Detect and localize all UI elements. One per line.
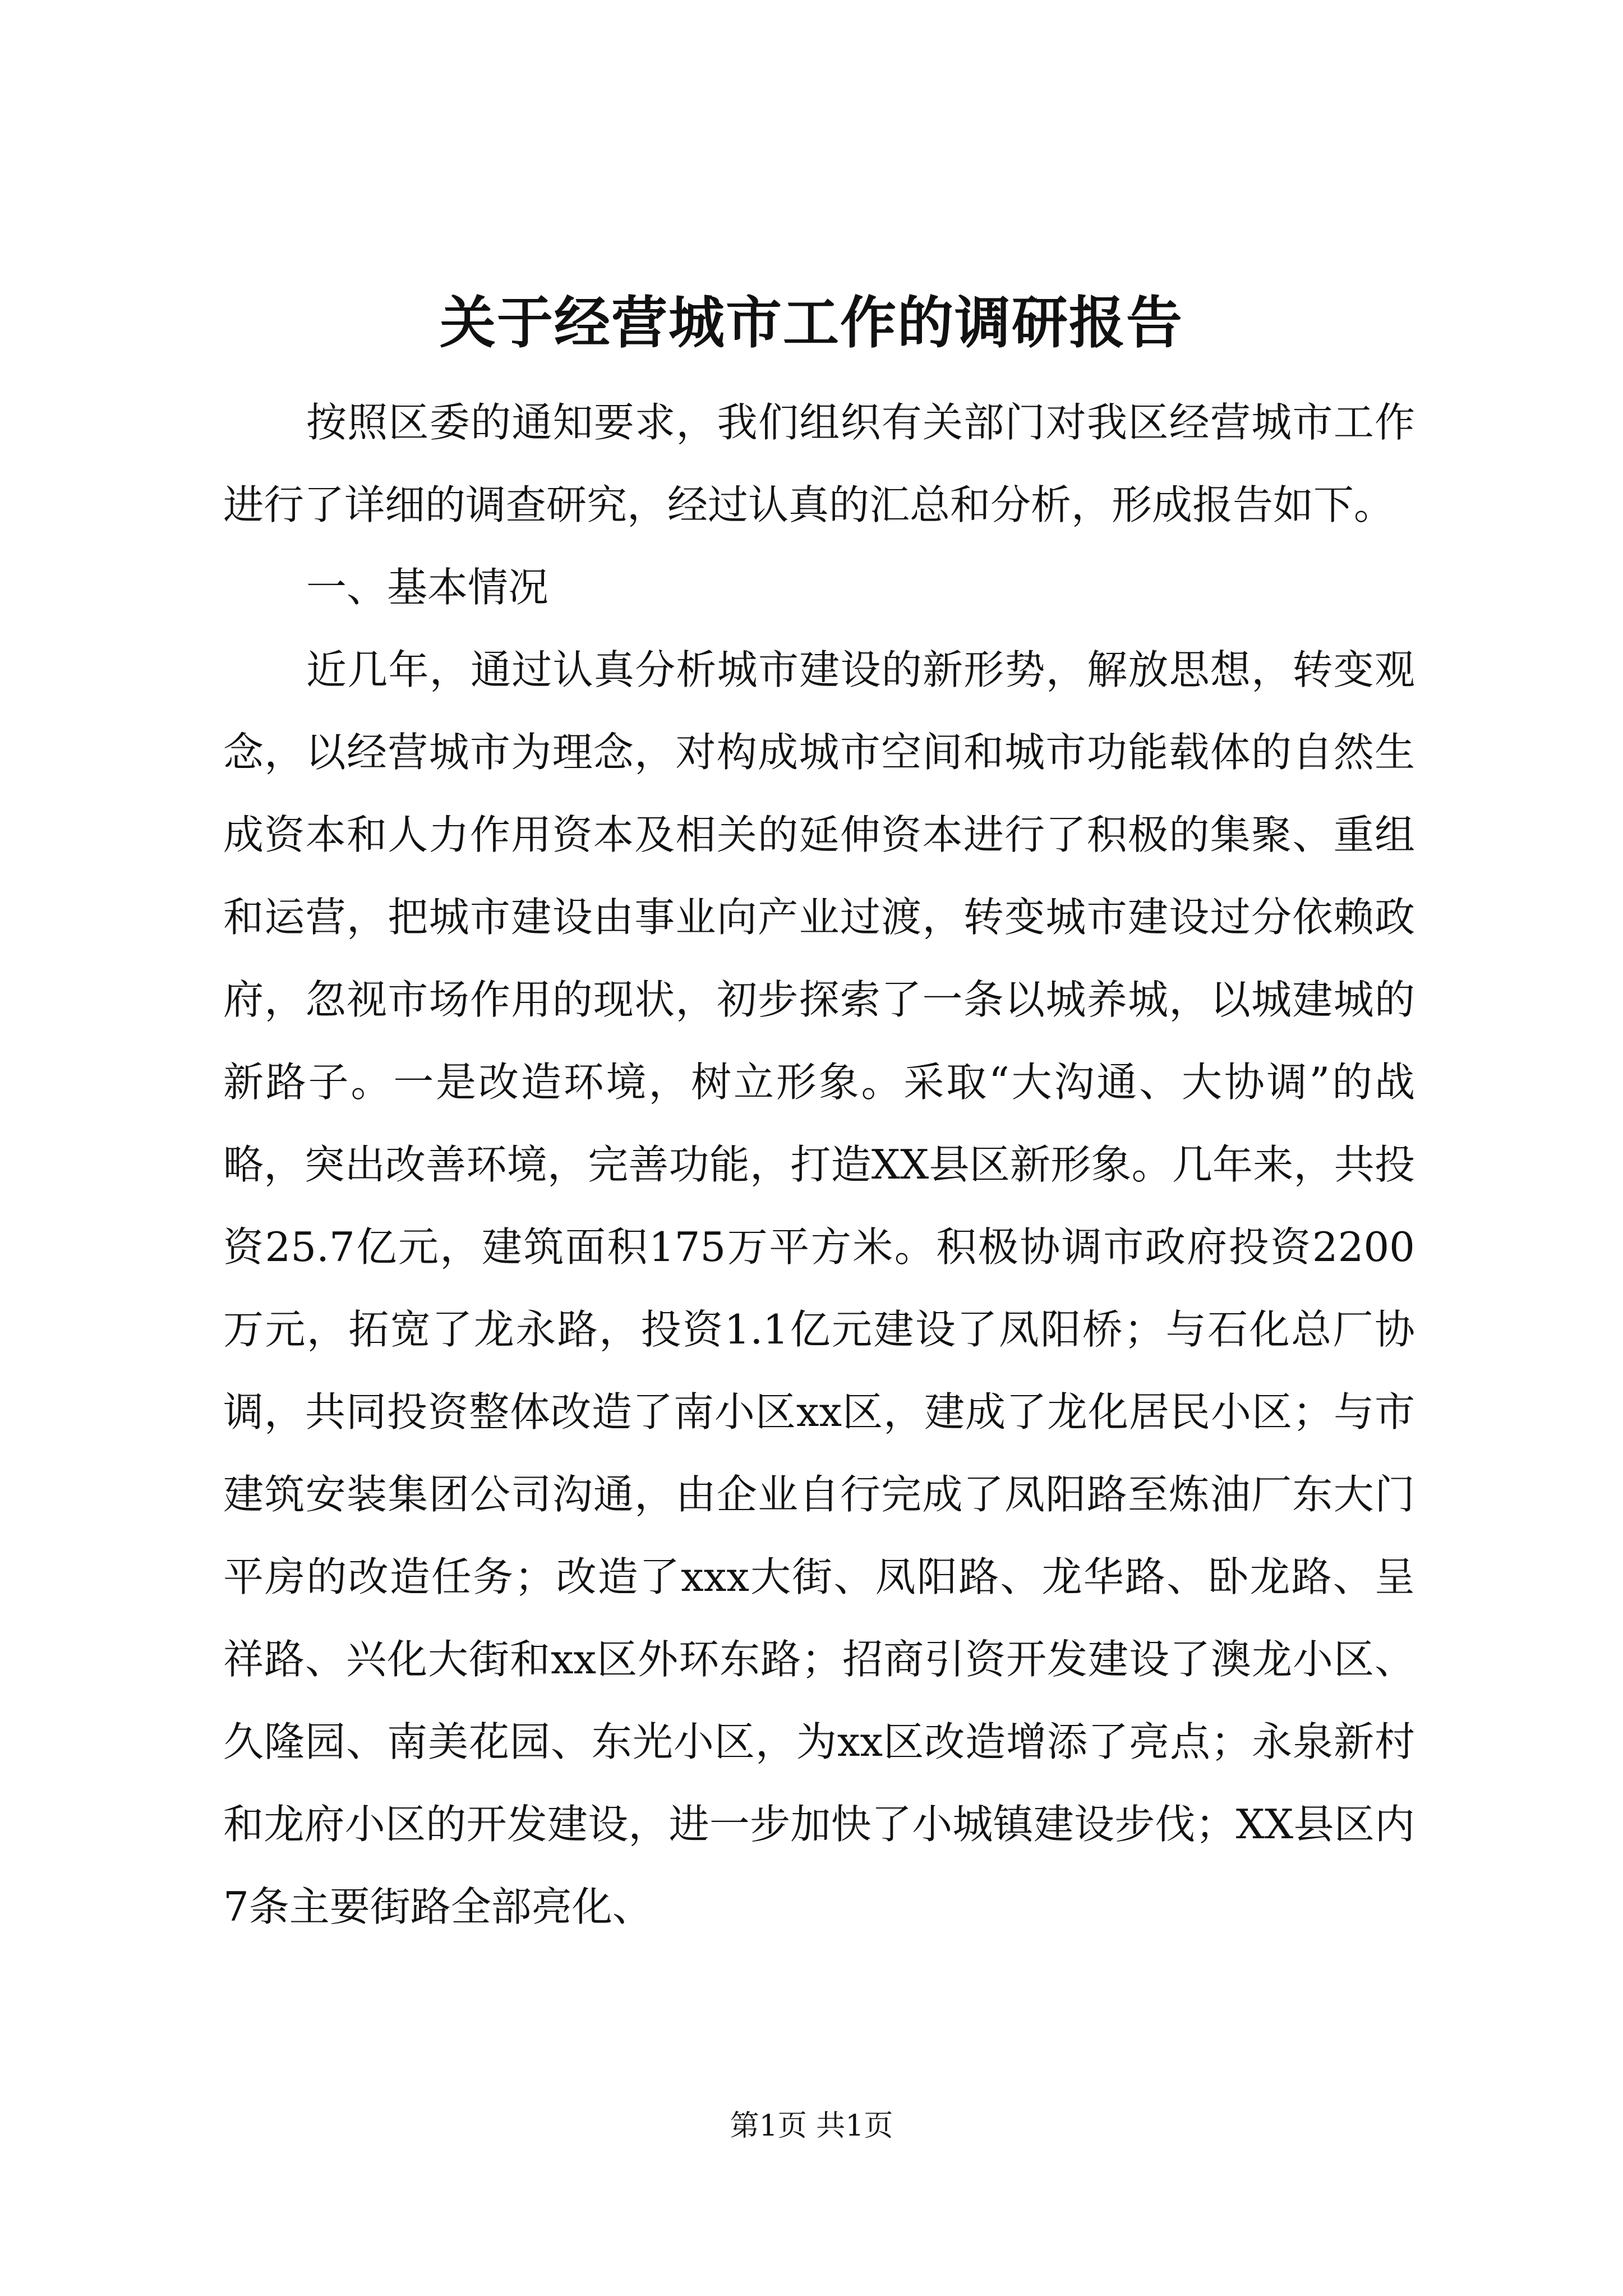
section-heading-basic-situation: 一、基本情况 <box>306 564 549 611</box>
intro-paragraph: 按照区委的通知要求，我们组织有关部门对我区经营城市工作进行了详细的调查研究，经过认真的汇总和分析，形成报告如下。 <box>223 399 1415 528</box>
document-body <box>223 381 1415 1948</box>
document-title: 关于经营城市工作的调研报告 <box>440 289 1183 356</box>
page-footer: 第1页 共1页 <box>730 2109 893 2143</box>
basic-situation-paragraph: 近几年，通过认真分析城市建设的新形势，解放思想，转变观念，以经营城市为理念，对构成城市空间和城市功能载体的自然生成资本和人力作用资本及相关的延伸资本进行了积极的集聚、重组和运营，把城市建设由事业向产业过渡，转变城市建设过分依赖政府，忽视市场作用的现状，初步探索了一条以城养城，以城建城的新路子。一是改造环境，树立形象。采取“大沟通、大协调”的战略，突出改善环境，完善功能，打造XX县区新形象。几年来，共投资25.7亿元，建筑面积175万平方米。积极协调市政府投资2200万元，拓宽了龙永路，投资1.1亿元建设了凤阳桥；与石化总厂协调，共同投资整体改造了南小区xx区，建成了龙化居民小区；与市建筑安装集团公司沟通，由企业自行完成了凤阳路至炼油厂东大门平房的改造任务；改造了xxx大街、凤阳路、龙华路、卧龙路、呈祥路、兴化大街和xx区外环东路；招商引资开发建设了澳龙小区、久隆园、南美花园、东光小区，为xx区改造增添了亮点；永泉新村和龙府小区的开发建设，进一步加快了小城镇建设步伐；XX县区内7条主要街路全部亮化、 <box>223 646 1415 1930</box>
